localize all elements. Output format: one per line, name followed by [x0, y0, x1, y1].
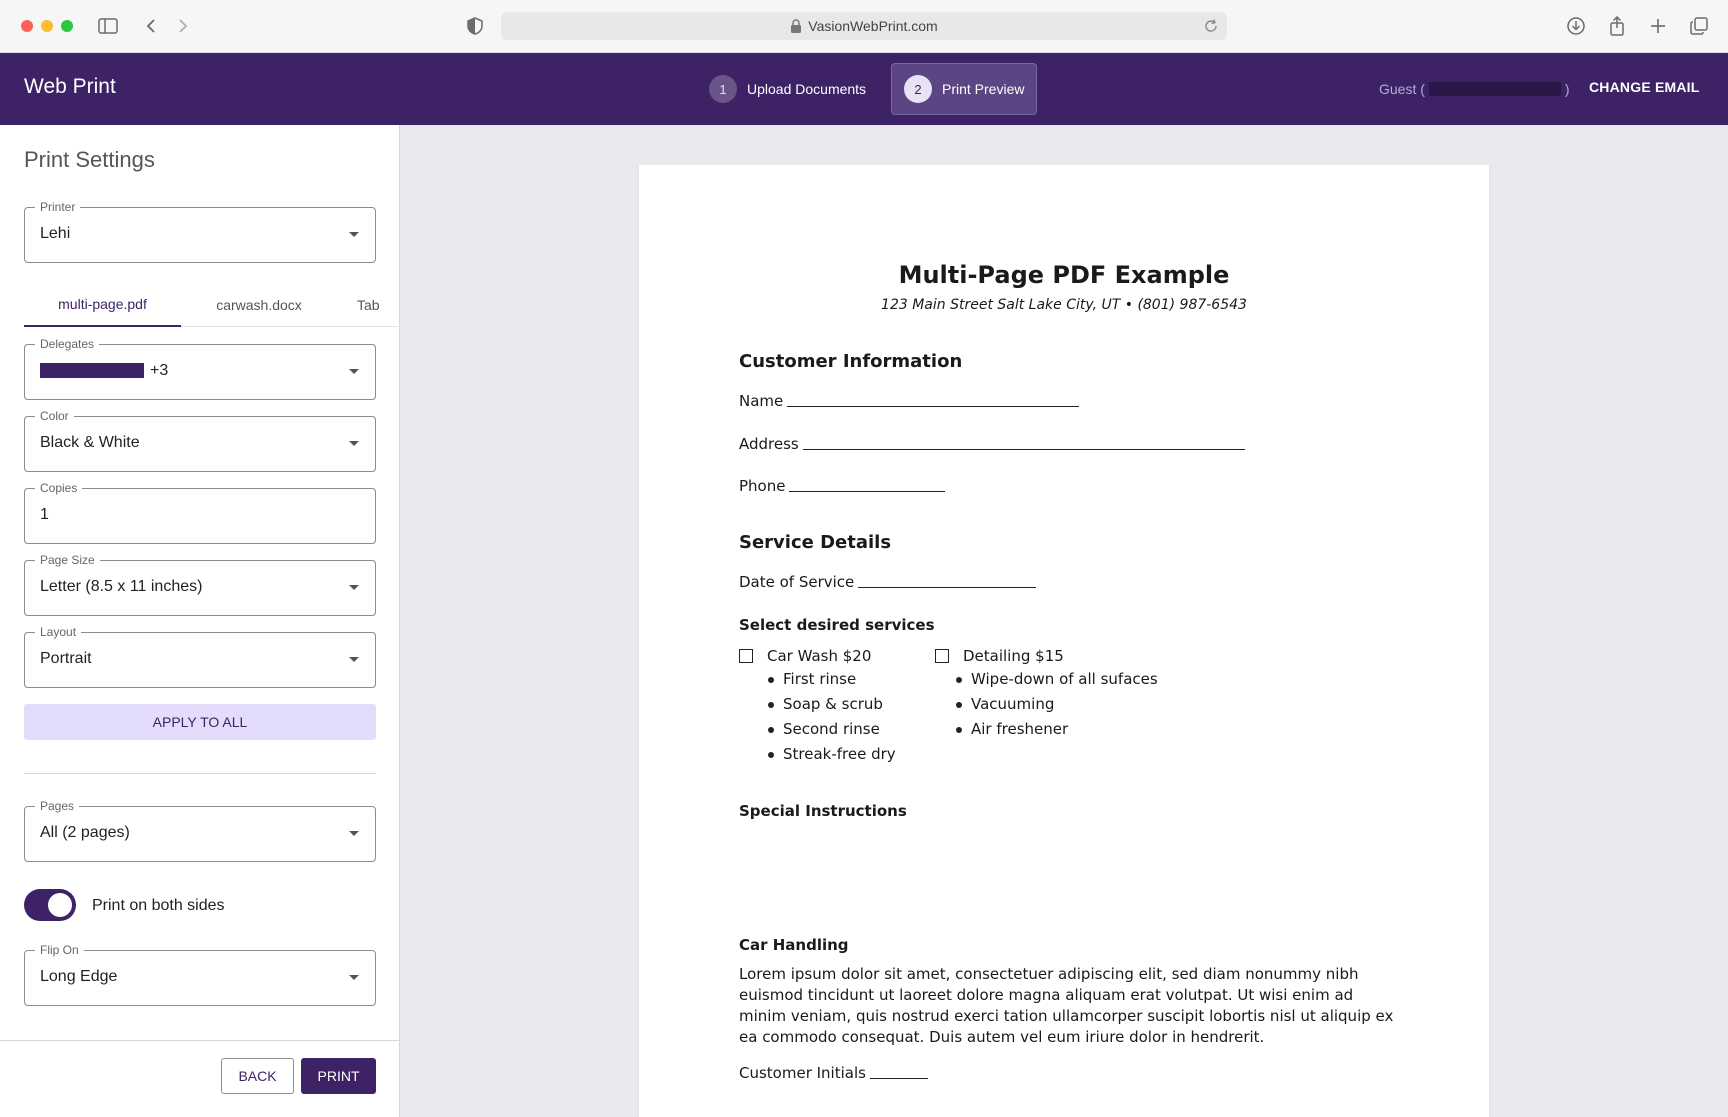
field-label: Flip On: [35, 943, 84, 957]
car-wash-service: [739, 645, 896, 767]
field-label: Pages: [35, 799, 79, 813]
forward-arrow-icon[interactable]: [171, 14, 195, 38]
date-label: Date of Service: [739, 573, 855, 591]
list-item: First rinse: [767, 667, 896, 692]
field-value: All (2 pages): [40, 824, 130, 841]
page-size-select[interactable]: [24, 553, 376, 616]
initials-label: Customer Initials: [739, 1064, 866, 1082]
car-handling-text: Lorem ipsum dolor sit amet, consectetuer adipiscing elit, sed diam nonummy nibh euismod tincidunt ut laoreet dolore magna aliquam erat volutpat. Ut wisi enim ad minim veniam, quis nostrud exerci tation ullamcorper suscipit lobortis nisl ut aliquip ex ea commodo consequat. Duis autem vel eum iriure dolor in hendrerit.: [739, 965, 1394, 1046]
address-label: Address: [739, 435, 799, 453]
privacy-shield-icon[interactable]: [463, 14, 487, 38]
dropdown-caret-icon: [349, 441, 359, 446]
dropdown-caret-icon: [349, 232, 359, 237]
tab-overview-icon[interactable]: [1687, 14, 1711, 38]
step-label: Print Preview: [942, 81, 1025, 97]
sidebar-toggle-icon[interactable]: [96, 14, 120, 38]
document-title: Multi-Page PDF Example: [898, 261, 1230, 289]
document-preview-page: [639, 165, 1489, 1117]
downloads-icon[interactable]: [1564, 14, 1588, 38]
address-bar[interactable]: [501, 12, 1227, 40]
guest-identity: [1379, 81, 1570, 97]
app-header: [0, 53, 1728, 125]
file-tabs: [24, 283, 400, 327]
dropdown-caret-icon: [349, 657, 359, 662]
service-details-heading: Service Details: [739, 532, 892, 553]
delegates-extra-count: +3: [150, 362, 169, 379]
redacted-delegate: [40, 363, 144, 378]
reload-icon[interactable]: [1203, 18, 1219, 34]
change-email-button[interactable]: CHANGE EMAIL: [1589, 79, 1700, 95]
pages-select[interactable]: [24, 799, 376, 862]
apply-to-all-button[interactable]: APPLY TO ALL: [24, 704, 376, 740]
service-title: Detailing $15: [963, 647, 1064, 665]
step-label: Upload Documents: [747, 81, 867, 97]
print-settings-panel: [0, 125, 400, 1117]
field-value: [40, 362, 168, 380]
date-underline: [858, 587, 1036, 588]
flip-on-select[interactable]: [24, 943, 376, 1006]
field-label: Color: [35, 409, 74, 423]
guest-suffix: ): [1564, 81, 1570, 97]
checkbox-icon: [739, 649, 753, 663]
color-select[interactable]: [24, 409, 376, 472]
field-label: Layout: [35, 625, 81, 639]
list-item: Air freshener: [955, 717, 1158, 742]
field-label: Delegates: [35, 337, 99, 351]
printer-select[interactable]: [24, 200, 376, 263]
field-label: Page Size: [35, 553, 100, 567]
redacted-email: [1429, 82, 1561, 96]
field-value: Long Edge: [40, 968, 118, 985]
field-value: Black & White: [40, 434, 140, 451]
step-number: 2: [904, 75, 932, 103]
special-instructions-heading: Special Instructions: [739, 802, 907, 820]
back-arrow-icon[interactable]: [139, 14, 163, 38]
address-line: [739, 435, 1245, 453]
new-tab-icon[interactable]: [1646, 14, 1670, 38]
list-item: Soap & scrub: [767, 692, 896, 717]
tab-multi-page-pdf[interactable]: multi-page.pdf: [24, 283, 181, 327]
share-icon[interactable]: [1605, 14, 1629, 38]
list-item: Streak-free dry: [767, 742, 896, 767]
panel-title: Print Settings: [24, 147, 155, 172]
copies-input[interactable]: [24, 481, 376, 544]
tab-third[interactable]: Tab: [357, 297, 380, 313]
step-print-preview[interactable]: [891, 63, 1037, 115]
url-text: VasionWebPrint.com: [808, 18, 938, 34]
address-underline: [803, 449, 1245, 450]
field-label: Copies: [35, 481, 82, 495]
tab-carwash-docx[interactable]: carwash.docx: [216, 297, 302, 313]
field-value: Letter (8.5 x 11 inches): [40, 578, 203, 595]
service-title: Car Wash $20: [767, 647, 872, 665]
initials-line: [739, 1064, 928, 1082]
delegates-select[interactable]: [24, 337, 376, 400]
duplex-label: Print on both sides: [92, 897, 225, 914]
divider: [0, 1040, 400, 1041]
app-title: Web Print: [24, 75, 116, 98]
phone-label: Phone: [739, 477, 786, 495]
divider: [24, 773, 376, 774]
duplex-toggle[interactable]: [24, 889, 76, 921]
phone-underline: [789, 491, 945, 492]
step-upload-documents[interactable]: [697, 63, 878, 115]
phone-line: [739, 477, 945, 495]
field-value: 1: [40, 506, 49, 523]
name-line: [739, 392, 1079, 410]
dropdown-caret-icon: [349, 975, 359, 980]
zoom-window-button[interactable]: [61, 20, 73, 32]
back-button[interactable]: BACK: [221, 1058, 294, 1094]
car-handling-heading: Car Handling: [739, 936, 849, 954]
layout-select[interactable]: [24, 625, 376, 688]
field-value: Lehi: [40, 225, 71, 242]
list-item: Wipe-down of all sufaces: [955, 667, 1158, 692]
initials-underline: [870, 1078, 928, 1079]
list-item: Vacuuming: [955, 692, 1158, 717]
browser-toolbar: [0, 0, 1728, 53]
date-line: [739, 573, 1036, 591]
dropdown-caret-icon: [349, 369, 359, 374]
minimize-window-button[interactable]: [41, 20, 53, 32]
checkbox-icon: [935, 649, 949, 663]
customer-info-heading: Customer Information: [739, 351, 963, 372]
dropdown-caret-icon: [349, 831, 359, 836]
step-number: 1: [709, 75, 737, 103]
select-services-heading: Select desired services: [739, 616, 935, 634]
lock-icon: [790, 19, 802, 33]
list-item: Second rinse: [767, 717, 896, 742]
close-window-button[interactable]: [21, 20, 33, 32]
toggle-knob: [48, 893, 72, 917]
name-label: Name: [739, 392, 784, 410]
field-value: Portrait: [40, 650, 92, 667]
service-header: [935, 645, 1158, 667]
service-header: [739, 645, 896, 667]
field-label: Printer: [35, 200, 80, 214]
detailing-service: [935, 645, 1158, 742]
print-button[interactable]: PRINT: [301, 1058, 376, 1094]
guest-prefix: Guest (: [1379, 81, 1425, 97]
dropdown-caret-icon: [349, 585, 359, 590]
name-underline: [787, 406, 1079, 407]
document-subtitle: 123 Main Street Salt Lake City, UT • (801) 987-6543: [881, 297, 1247, 313]
